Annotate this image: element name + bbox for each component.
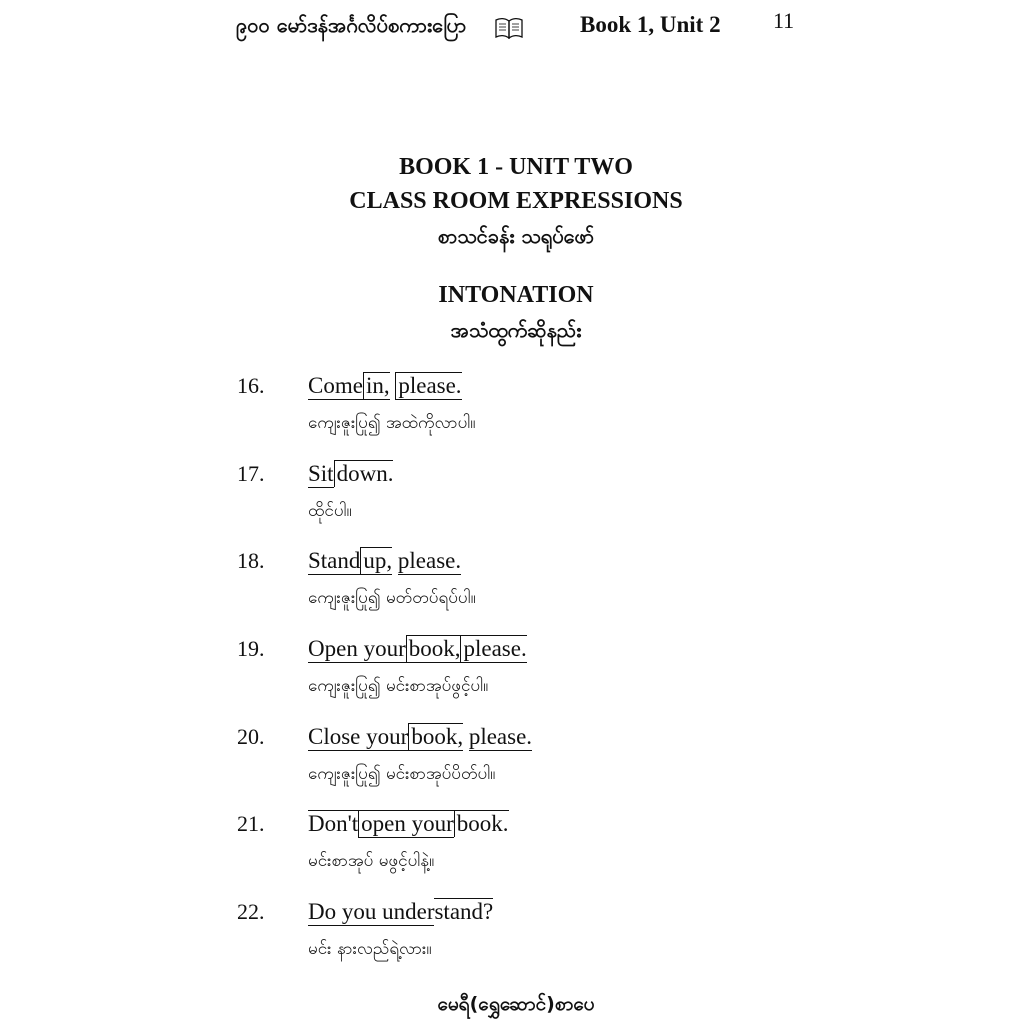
unit-title-myanmar: စာသင်ခန်း သရုပ်ဖော် xyxy=(437,224,595,248)
item-number: 20. xyxy=(237,724,265,749)
item-number: 19. xyxy=(237,636,265,661)
expression-item xyxy=(0,631,1024,711)
expression-word: down. xyxy=(334,460,394,487)
expression-word: Stand xyxy=(308,548,361,573)
book-series-title: ၉၀၀ မော်ဒန်အင်္ဂလိပ်စကားပြော xyxy=(236,13,467,37)
unit-title: BOOK 1 - UNIT TWO xyxy=(399,154,633,180)
expression-item xyxy=(0,806,1024,886)
unit-subtitle: CLASS ROOM EXPRESSIONS xyxy=(349,188,683,214)
item-number: 16. xyxy=(237,373,265,398)
expression-word: Come xyxy=(308,373,363,398)
page-number: 11 xyxy=(773,8,795,33)
myanmar-translation: မင်းစာအုပ် မဖွင့်ပါနဲ့။ xyxy=(308,851,435,871)
english-expression xyxy=(308,898,493,926)
expression-word: Don't xyxy=(308,811,359,836)
expression-word: stand? xyxy=(434,899,494,924)
expression-item xyxy=(0,368,1024,448)
running-header xyxy=(0,8,1024,44)
unit-title-block xyxy=(0,150,1024,254)
expression-word: Do you under xyxy=(308,899,435,924)
english-expression xyxy=(308,810,509,838)
expression-word: book, xyxy=(406,635,461,663)
item-number: 21. xyxy=(237,811,265,836)
item-number: 18. xyxy=(237,548,265,573)
expression-word: in, xyxy=(363,372,390,400)
section-heading-myanmar: အသံထွက်ဆိုနည်း xyxy=(450,318,582,342)
expression-word: please. xyxy=(395,372,461,400)
expression-word: book. xyxy=(454,810,509,837)
myanmar-translation: မင်း နားလည်ရဲ့လား။ xyxy=(308,939,432,959)
english-expression xyxy=(308,372,462,400)
english-expression xyxy=(308,723,532,751)
expression-word: please. xyxy=(397,548,462,573)
book-unit-label: Book 1, Unit 2 xyxy=(580,12,721,37)
section-heading-block xyxy=(0,278,1024,348)
myanmar-translation: ထိုင်ပါ။ xyxy=(308,501,352,521)
item-number: 17. xyxy=(237,461,265,486)
item-number: 22. xyxy=(237,899,265,924)
myanmar-translation: ကျေးဇူးပြု၍ မတ်တပ်ရပ်ပါ။ xyxy=(308,588,476,608)
expression-item xyxy=(0,456,1024,536)
open-book-icon xyxy=(495,17,523,39)
expression-word: book, xyxy=(408,723,463,751)
expression-word: Sit xyxy=(308,461,334,486)
english-expression xyxy=(308,547,461,575)
expression-word: please. xyxy=(460,635,526,663)
myanmar-translation: ကျေးဇူးပြု၍ အထဲကိုလာပါ။ xyxy=(308,413,476,433)
expression-item xyxy=(0,719,1024,799)
expression-item xyxy=(0,894,1024,974)
myanmar-translation: ကျေးဇူးပြု၍ မင်းစာအုပ်ပိတ်ပါ။ xyxy=(308,764,496,784)
publisher-footer: မေရီ(ရွှေဆောင်)စာပေ xyxy=(437,993,595,1015)
expression-word: open your xyxy=(358,810,454,838)
expression-word: up, xyxy=(360,547,392,575)
english-expression xyxy=(308,635,527,663)
expression-word: Open your xyxy=(308,636,406,661)
english-expression xyxy=(308,460,393,488)
section-heading: INTONATION xyxy=(438,282,594,308)
expression-item xyxy=(0,543,1024,623)
expression-word: please. xyxy=(468,724,533,749)
myanmar-translation: ကျေးဇူးပြု၍ မင်းစာအုပ်ဖွင့်ပါ။ xyxy=(308,676,489,696)
expression-word: Close your xyxy=(308,724,409,749)
